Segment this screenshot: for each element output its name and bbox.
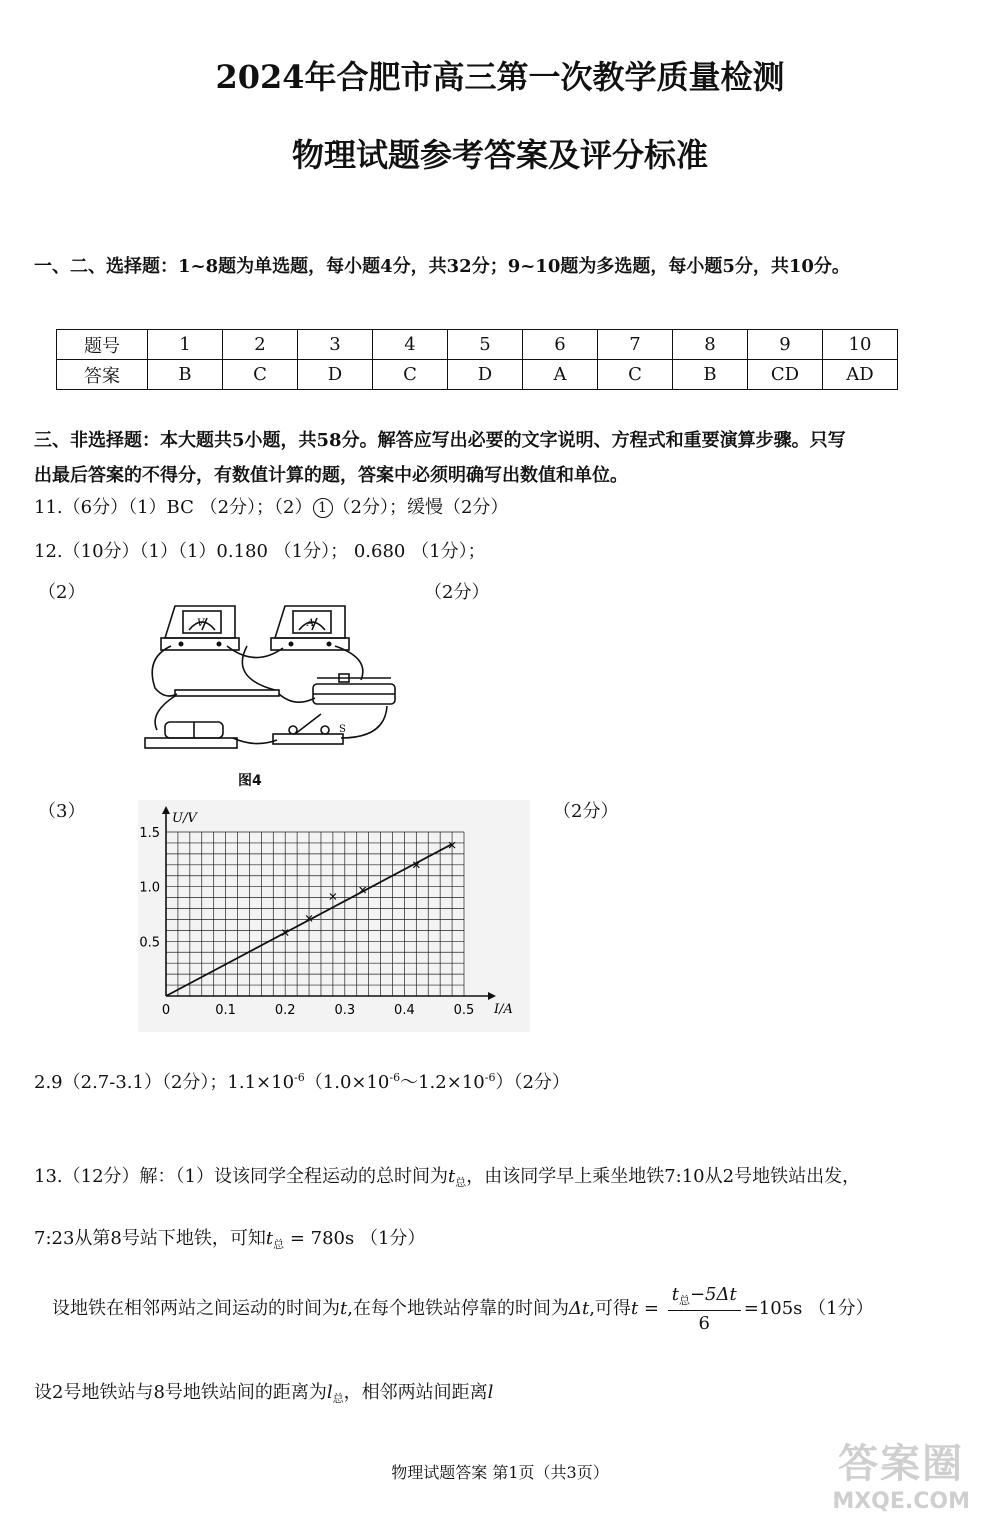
q11-suffix: （2分）；缓慢（2分）: [332, 497, 509, 518]
table-cell: D: [298, 360, 373, 390]
q12-results: [34, 1068, 570, 1094]
q13-line3-score: （1分）: [808, 1298, 874, 1319]
y-axis-label: U/V: [172, 811, 197, 826]
q13-line2-eq: = 780s: [289, 1228, 355, 1249]
subscript-zong: 总: [678, 1294, 690, 1307]
switch-label: S: [339, 724, 346, 735]
table-cell: A: [523, 360, 598, 390]
q13-line2-prefix: 7:23从第8号站下地铁，可知: [34, 1228, 266, 1249]
y-tick-label: 0.5: [139, 935, 160, 951]
table-cell: 1: [148, 330, 223, 360]
table-cell: B: [148, 360, 223, 390]
q13-line4: [34, 1378, 493, 1406]
circuit-diagram: [135, 598, 415, 763]
table-cell: C: [373, 360, 448, 390]
table-cell: 5: [448, 330, 523, 360]
row-label-number: 题号: [57, 330, 148, 360]
q13-line2: [34, 1224, 425, 1252]
numerator-tail: −5Δt: [689, 1284, 737, 1305]
section3-heading-line1: 三、非选择题：本大题共5小题，共58分。解答应写出必要的文字说明、方程式和重要演算步骤。只写: [34, 430, 846, 451]
ui-chart: [138, 800, 530, 1032]
watermark-logo: [832, 1432, 970, 1514]
table-cell: 9: [748, 330, 823, 360]
subscript-zong: 总: [332, 1392, 344, 1405]
result-resistivity: 1.1×10: [227, 1072, 295, 1093]
symbol-delta-t: Δt: [568, 1298, 590, 1319]
table-cell: 8: [673, 330, 748, 360]
table-cell: CD: [748, 360, 823, 390]
table-cell: 7: [598, 330, 673, 360]
fraction-numerator: [668, 1284, 741, 1311]
exponent: -6: [389, 1071, 401, 1084]
range-close: ）（2分）: [495, 1072, 570, 1093]
resistance-wire: [175, 690, 279, 696]
section1-heading: 一、二、选择题：1~8题为单选题，每小题4分，共32分；9~10题为多选题，每小题5分，共10分。: [34, 256, 850, 277]
symbol-t: t: [265, 1228, 274, 1249]
watermark-text: 答案圈: [838, 1441, 965, 1487]
table-cell: AD: [823, 360, 898, 390]
symbol-t: t: [447, 1166, 456, 1187]
range-open: （1.0×10: [304, 1072, 390, 1093]
fraction: [668, 1284, 741, 1334]
q13-line2-score: （1分）: [359, 1228, 426, 1249]
q12-part3-label: （3）: [38, 801, 86, 822]
table-cell: B: [673, 360, 748, 390]
table-cell: 2: [223, 330, 298, 360]
figure-caption: 图4: [238, 773, 262, 789]
fraction-denominator: 6: [698, 1313, 710, 1334]
table-cell: D: [448, 360, 523, 390]
q13-line4-prefix: 设2号地铁站与8号地铁站间的距离为: [34, 1382, 327, 1403]
x-tick-label: 0: [161, 1003, 171, 1018]
x-axis-label: I/A: [494, 1002, 513, 1017]
circled-number: 1: [313, 498, 333, 518]
x-tick-label: 0.3: [334, 1003, 356, 1018]
q13-line3-mid1: ,在每个地铁站停靠的时间为: [347, 1298, 569, 1319]
section3-heading-line2: 出最后答案的不得分，有数值计算的题，答案中必须明确写出数值和单位。: [34, 465, 628, 486]
q11-answer: [34, 493, 508, 519]
symbol-l: l: [326, 1382, 333, 1403]
page-footer: 物理试题答案 第1页（共3页）: [391, 1463, 609, 1482]
x-tick-label: 0.4: [394, 1003, 415, 1018]
q13-line3: 设地铁在相邻两站之间运动的时间为t,在每个地铁站停靠的时间为Δt,可得t = $\frac{t_总-5\Delta t}{6}$ =105s （1分）: [52, 1284, 874, 1334]
x-tick-label: 0.5: [453, 1003, 475, 1018]
page-title: 2024年合肥市高三第一次教学质量检测: [215, 58, 785, 96]
switch: [273, 734, 343, 744]
exponent: -6: [484, 1071, 496, 1084]
voltmeter-label: V: [197, 618, 205, 629]
q13-line3-eq: =105s: [743, 1298, 803, 1319]
symbol-t: t: [340, 1298, 348, 1319]
symbol-t: t: [671, 1284, 679, 1305]
exponent: -6: [294, 1071, 305, 1084]
q12-part2-label: （2）: [38, 582, 86, 603]
table-cell: 3: [298, 330, 373, 360]
table-cell: 10: [823, 330, 898, 360]
q12-part2-score: （2分）: [424, 582, 490, 603]
range-mid: ～1.2×10: [400, 1072, 485, 1093]
symbol-t: t: [630, 1298, 639, 1319]
q11-prefix: 11.（6分）（1）BC （2分）；（2）: [34, 497, 313, 518]
page-subtitle: 物理试题参考答案及评分标准: [291, 136, 708, 174]
table-cell: C: [223, 360, 298, 390]
subscript-zong: 总: [455, 1176, 467, 1189]
y-tick-label: 1.5: [139, 826, 160, 841]
battery-holder: [145, 738, 237, 748]
watermark-url: MXQE.COM: [832, 1489, 970, 1514]
table-row: [57, 330, 898, 360]
symbol-l: l: [487, 1382, 494, 1403]
row-label-answer: 答案: [57, 360, 148, 390]
q13-line4-suffix: ，相邻两站间距离: [343, 1382, 488, 1403]
subscript-zong: 总: [273, 1238, 285, 1251]
table-row: [57, 360, 898, 390]
answer-table: [56, 329, 898, 390]
table-cell: 4: [373, 330, 448, 360]
q12-line1: 12.（10分）（1）（1）0.180 （1分）； 0.680 （1分）；: [34, 541, 486, 562]
q12-part3-score: （2分）: [553, 801, 619, 822]
q13-line3-prefix: 设地铁在相邻两站之间运动的时间为: [52, 1298, 340, 1319]
x-tick-label: 0.1: [215, 1003, 236, 1018]
table-cell: C: [598, 360, 673, 390]
result-slope: 2.9（2.7-3.1）（2分）；: [34, 1072, 228, 1093]
ammeter-label: A: [307, 618, 315, 629]
q13-line1-prefix: 13.（12分）解：（1）设该同学全程运动的总时间为: [34, 1166, 448, 1187]
y-tick-label: 1.0: [139, 880, 160, 896]
q13-line1-suffix: ，由该同学早上乘坐地铁7:10从2号地铁站出发，: [466, 1166, 861, 1187]
table-cell: 6: [523, 330, 598, 360]
q13-line1: [34, 1162, 860, 1190]
x-tick-label: 0.2: [274, 1003, 296, 1018]
q13-line3-mid2: ,可得: [589, 1298, 631, 1319]
